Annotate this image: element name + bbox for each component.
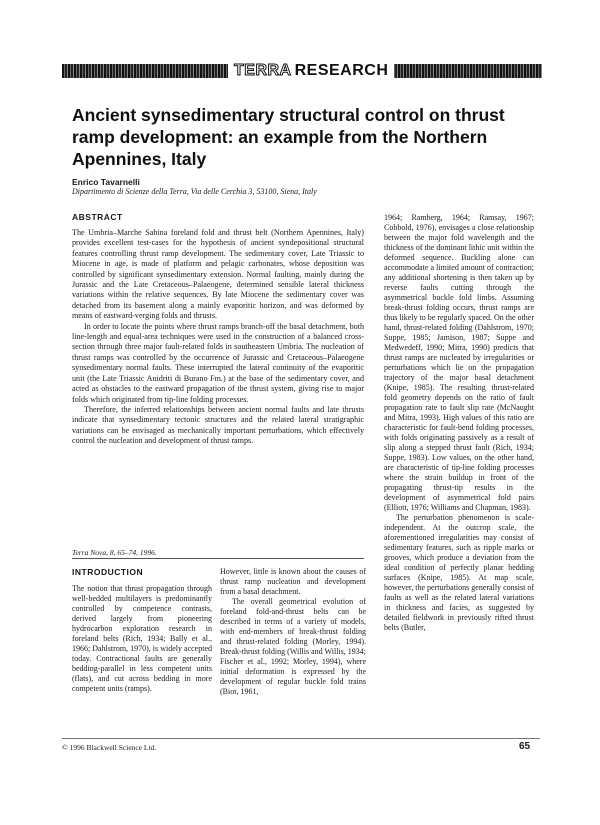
body-column-2 xyxy=(220,567,366,697)
abstract-paragraph: In order to locate the points where thrust ramps branch-off the basal detachment, both line-length and equal-area techniques were used in the construction of a balanced cross-section through three major fault-related folds in southeastern Umbria. The nucleation of thrust ramps was controlled by the occurrence of Jurassic and Cretaceous–Palaeogene synsedimentary normal faults. These interrupted the lateral continuity of the evaporitic unit (the Late Triassic Anidriti di Burano Fm.) at the base of the sedimentary cover, and acted as obstacles to the eastward propagation of the thrust system, giving rise to major folds which originated from tip-line folding processes. xyxy=(72,321,364,404)
footer-divider xyxy=(62,738,540,739)
brand-research: RESEARCH xyxy=(294,62,389,79)
brand-terra: TERRA xyxy=(234,62,292,79)
body-column-1 xyxy=(72,584,212,694)
author-name: Enrico Tavarnelli xyxy=(72,177,140,187)
article-title: Ancient synsedimentary structural control on thrust ramp development: an example from the Northern Apennines, Italy xyxy=(72,105,505,169)
abstract-body xyxy=(72,228,364,447)
abstract-divider xyxy=(72,558,364,559)
abstract-paragraph: The Umbria–Marche Sabina foreland fold and thrust belt (Northern Apennines, Italy) provides excellent test-cases for the hypothesis of ancient syndepositional structural features controlling thrust ramp development. The sedimentary cover, Late Triassic to Miocene in age, is made of platform and pelagic carbonates, whose deposition was controlled by significant synsedimentary extension. Normal faulting, mainly during the Jurassic and the Late Cretaceous–Palaeogene, determined sensible lateral thickness variations within the relative sequences. By late Miocene the sedimentary cover was detached from its basement along a mainly evaporitic horizon, and was deformed by means of eastward-verging folds and thrusts. xyxy=(72,228,364,321)
introduction-heading: INTRODUCTION xyxy=(72,567,144,577)
body-paragraph: However, little is known about the causes of thrust ramp nucleation and development from a basal detachment. xyxy=(220,567,366,596)
journal-section-label xyxy=(228,60,394,82)
body-column-3 xyxy=(384,213,534,633)
abstract-heading: ABSTRACT xyxy=(72,212,123,222)
body-paragraph: 1964; Ramberg, 1964; Ramsay, 1967; Cobbold, 1976), envisages a close relationship between the major fold wavelength and the thickness of the dominant lithic unit within the deformed sequence. Buckling alone can accommodate a limited amount of contraction; any additional shortening is then taken up by reverse faults cutting through the asymmetrical buckle fold limbs. Assuming break-thrust folding occurs, thrust ramps are thus likely to be regularly spaced. On the other hand, thrust-related folding (Dahlstrom, 1970; Suppe, 1985; Jamison, 1987; Suppe and Medwedeff, 1990; Mitra, 1990) predicts that thrust ramps are nucleated by irregularities or perturbations which lie on the propagation trajectory of the major basal detachment (Knipe, 1985). The resulting thrust-related fold geometry depends on the ratio of fault propagation rate to fault slip rate (McNaught and Mitra, 1993). High values of this ratio are characteristic for fault-bend folding processes, with folds originating passively as a result of slip along a stepped thrust fault (Rich, 1934; Suppe, 1983). Low values, on the other hand, are characteristic of tip-line folding processes where the strain buildup in front of the propagating thrust-tip results in the development of asymmetrical fold pairs (Elliott, 1976; Williams and Chapman, 1983). xyxy=(384,213,534,512)
author-affiliation: Dipartimento di Scienze della Terra, Via delle Cerchia 3, 53100, Siena, Italy xyxy=(72,187,317,196)
body-paragraph: The perturbation phenomenon is scale-independent. At the outcrop scale, the aforementioned irregularities may consist of sedimentary features, such as ripple marks or grooves, which produce a deviation from the ideal condition of perfectly planar bedding surfaces (Knipe, 1985). At map scale, however, the perturbations generally consist of faults as well as the related lateral variations in thickness and facies, as suggested by detailed fieldwork in previously rifted thrust belts (Butler, xyxy=(384,513,534,632)
body-paragraph: The overall geometrical evolution of foreland fold-and-thrust belts can be described in terms of a variety of models, with end-members of break-thrust folding and thrust-related folding (Morley, 1994). Break-thrust folding (Willis and Willis, 1934; Fischer et al., 1992; Morley, 1994), where initial deformation is expressed by the development of regular buckle fold trains (Biot, 1961, xyxy=(220,597,366,696)
copyright-notice: © 1996 Blackwell Science Ltd. xyxy=(62,743,157,752)
abstract-paragraph: Therefore, the inferred relationships between ancient normal faults and late thrusts indicate that synsedimentary tectonic structures and the related lateral stratigraphic variations can be envisaged as mechanically important perturbations, which effectively control the nucleation and development of thrust ramps. xyxy=(72,404,364,446)
page-number: 65 xyxy=(519,741,531,752)
journal-citation: Terra Nova, 8, 65–74, 1996. xyxy=(72,548,157,557)
body-paragraph: The notion that thrust propagation through well-bedded multilayers is predominantly controlled by competence contrasts, derived largely from pioneering hydrocarbon exploration research in foreland belts (Rich, 1934; Bally et al., 1966; Dahlstrom, 1970), is widely accepted today. Contractional faults are generally bedding-parallel in less competent units (flats), and cut across bedding in more competent units (ramps). xyxy=(72,584,212,693)
